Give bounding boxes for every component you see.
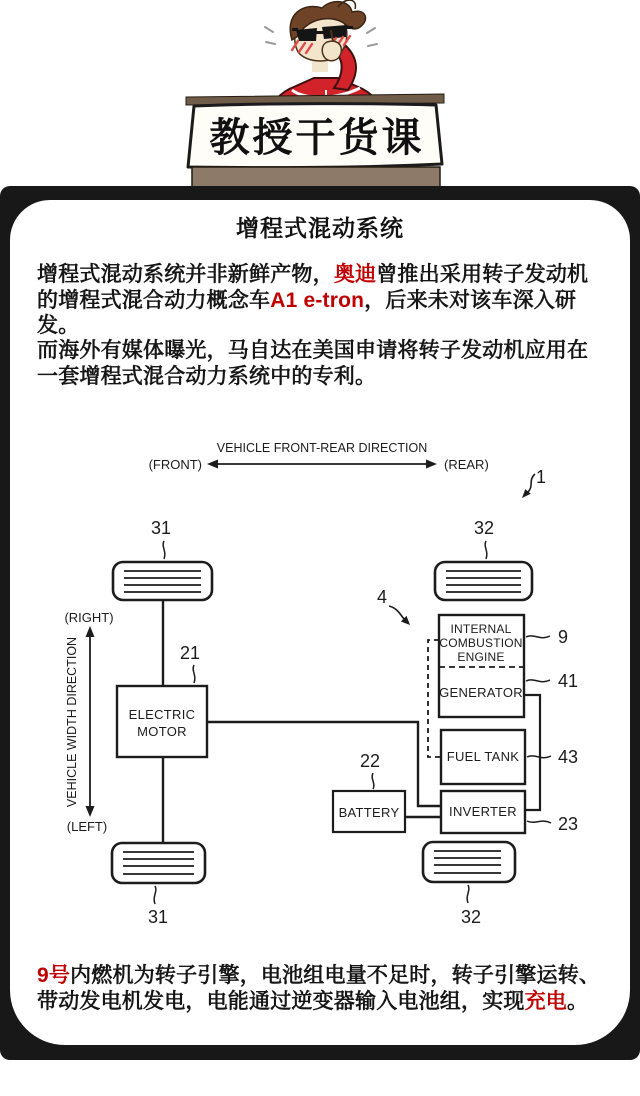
rear-label: (REAR) <box>444 457 489 472</box>
electric-motor-label-1: ELECTRIC <box>128 707 196 722</box>
ref-system-leader <box>528 474 535 492</box>
front-label: (FRONT) <box>148 457 202 472</box>
leader <box>527 821 551 823</box>
paragraph-2: 而海外有媒体曝光，马自达在美国申请将转子发动机应用在一套增程式混合动力系统中的专利。 <box>37 339 589 388</box>
leader <box>467 885 469 903</box>
article-title: 增程式混动系统 <box>236 215 404 241</box>
hand <box>322 41 341 61</box>
arrowhead-down <box>86 806 95 817</box>
battery-label: BATTERY <box>338 805 400 820</box>
fuel-tank-label: FUEL TANK <box>446 749 520 764</box>
left-label: (LEFT) <box>66 819 108 834</box>
article-card <box>10 200 630 1045</box>
ref-fuel-tank: 43 <box>558 747 579 767</box>
p3-charge-highlight: 充电 <box>524 989 568 1013</box>
leader <box>154 886 156 904</box>
banner-text: 教授干货课 <box>209 116 425 160</box>
podium-base <box>192 167 440 187</box>
generator-label: GENERATOR <box>439 685 523 700</box>
ref-power-unit-leader <box>389 606 404 619</box>
ref-motor: 21 <box>179 643 201 663</box>
ref-rear-wheel-right-top: 32 <box>473 518 495 538</box>
ref-inverter: 23 <box>558 814 579 834</box>
ref-rear-wheel-bottom: 32 <box>460 907 482 927</box>
p1-seg2: 曾推出采用转子发动机的增程式混合动力概念车 <box>37 263 589 312</box>
ref-front-wheel-left: 31 <box>150 518 172 538</box>
p1-seg3: ，后来未对该车深入研发。 <box>37 288 577 337</box>
p1-seg1: 增程式混动系统并非新鲜产物， <box>37 263 334 286</box>
ref-battery: 22 <box>359 751 381 771</box>
leader <box>485 541 487 559</box>
arrowhead-up <box>86 626 95 637</box>
arrowhead-left <box>207 460 218 469</box>
ref-front-wheel-left-bottom: 31 <box>147 907 169 927</box>
p1-car-highlight: A1 e-tron <box>270 288 365 312</box>
ice-label-1: INTERNAL <box>450 622 512 636</box>
generator-inverter-line <box>524 695 540 810</box>
arrowhead-right <box>426 460 437 469</box>
professor-cartoon <box>180 0 460 192</box>
width-axis-label: VEHICLE WIDTH DIRECTION <box>65 636 79 808</box>
ref-generator: 41 <box>558 671 579 691</box>
paragraph-3 <box>37 963 607 1014</box>
patent-diagram <box>20 430 620 935</box>
ref-power-unit: 4 <box>376 587 388 607</box>
inverter-label: INVERTER <box>449 804 517 819</box>
p3-seg2: 。 <box>567 989 589 1013</box>
paragraph-1 <box>37 262 607 339</box>
p3-seg1: 内燃机为转子引擎，电池组电量不足时，转子引擎运转、带动发电机发电，电能通过逆变器输入电池组，实现 <box>37 964 601 1013</box>
right-label: (RIGHT) <box>64 610 114 625</box>
ref-system: 1 <box>535 467 547 487</box>
ice-label-2: COMBUSTION <box>439 636 523 650</box>
electric-motor-label-2: MOTOR <box>137 724 187 739</box>
leader <box>163 541 165 559</box>
p1-audi-highlight: 奥迪 <box>333 263 377 286</box>
ice-label-3: ENGINE <box>457 650 505 664</box>
p3-num-highlight: 9号 <box>37 964 71 987</box>
leader <box>526 680 550 682</box>
leader <box>193 665 195 683</box>
front-rear-axis-label: VEHICLE FRONT-REAR DIRECTION <box>216 441 428 455</box>
leader <box>372 773 374 789</box>
ref-engine: 9 <box>558 627 569 647</box>
leader <box>526 636 550 638</box>
